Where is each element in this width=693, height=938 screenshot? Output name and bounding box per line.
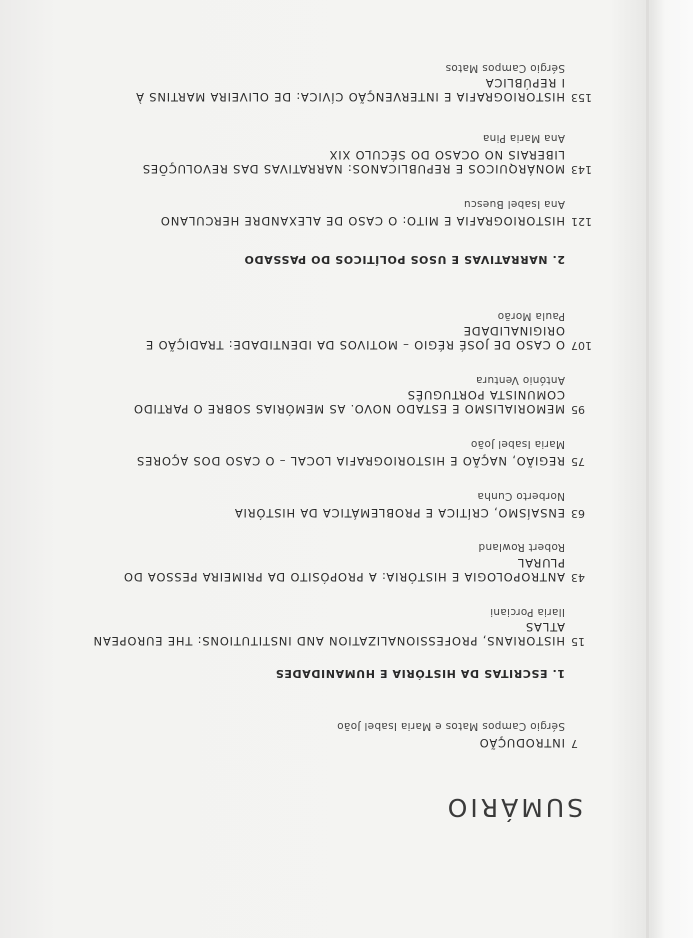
entry-title-line: COMUNISTA PORTUGUÊS: [406, 388, 565, 402]
entry-title-line: HISTORIOGRAFIA E MITO: O CASO DE ALEXANDRE HERCULANO: [160, 214, 565, 228]
entry-page-number: 63: [571, 507, 585, 520]
entry-author: Ana Maria Pina: [482, 132, 565, 144]
entry-title-line: MEMORIALISMO E ESTADO NOVO. AS MEMÓRIAS SOBRE O PARTIDO: [133, 402, 565, 416]
entry-author: Robert Rowland: [478, 541, 565, 553]
entry-title-line: HISTORIOGRAFIA E INTERVENÇÃO CÍVICA: DE OLIVEIRA MARTINS À: [135, 90, 565, 104]
entry-author: António Ventura: [475, 374, 565, 386]
intro-title: INTRODUÇÃO: [478, 736, 565, 750]
intro-page-number: 7: [571, 737, 578, 750]
entry-title-line: MONÁRQUICOS E REPUBLICANOS: NARRATIVAS DAS REVOLUÇÕES: [141, 162, 565, 176]
entry-title-line: ATLAS: [525, 620, 565, 634]
page-title: SUMÁRIO: [444, 793, 583, 822]
entry-author: Norberto Cunha: [477, 490, 565, 502]
entry-title-line: ENSAÍSMO, CRÍTICA E PROBLEMÁTICA DA HISTÓRIA: [234, 506, 565, 520]
entry-author: Ana Isabel Buescu: [463, 198, 565, 210]
entry-author: Paula Morão: [497, 310, 565, 322]
entry-page-number: 95: [571, 403, 585, 416]
entry-title-line: ANTROPOLOGIA E HISTÓRIA: A PROPÓSITO DA PRIMEIRA PESSOA DO: [123, 570, 565, 584]
entry-page-number: 75: [571, 455, 585, 468]
entry-page-number: 107: [571, 339, 592, 352]
entry-page-number: 121: [571, 215, 592, 228]
entry-title-line: LIBERAIS NO OCASO DO SÉCULO XIX: [328, 148, 565, 162]
entry-page-number: 143: [571, 163, 592, 176]
entry-author: Ilaria Porciani: [489, 606, 565, 618]
entry-title-line: I REPÚBLICA: [484, 76, 565, 90]
entry-author: Sérgio Campos Matos: [445, 62, 565, 74]
section-heading-2: 2. NARRATIVAS E USOS POLÍTICOS DO PASSADO: [243, 253, 565, 266]
entry-page-number: 43: [571, 571, 585, 584]
entry-author: Maria Isabel João: [470, 438, 565, 450]
entry-title-line: PLURAL: [517, 556, 565, 570]
entry-title-line: O CASO DE JOSÉ RÉGIO – MOTIVOS DA IDENTIDADE: TRADIÇÃO E: [145, 338, 565, 352]
entry-page-number: 153: [571, 91, 592, 104]
intro-authors: Sérgio Campos Matos e Maria Isabel João: [336, 720, 565, 732]
section-heading-1: 1. ESCRITAS DA HISTÓRIA E HUMANIDADES: [275, 667, 565, 680]
entry-title-line: HISTORIANS, PROFESSIONALIZATION AND INSTITUTIONS: THE EUROPEAN: [92, 634, 565, 648]
entry-title-line: REGIÃO, NAÇÃO E HISTORIOGRAFIA LOCAL – O CASO DOS AÇORES: [136, 454, 565, 468]
entry-title-line: ORIGINALIDADE: [462, 324, 565, 338]
entry-page-number: 15: [571, 635, 585, 648]
